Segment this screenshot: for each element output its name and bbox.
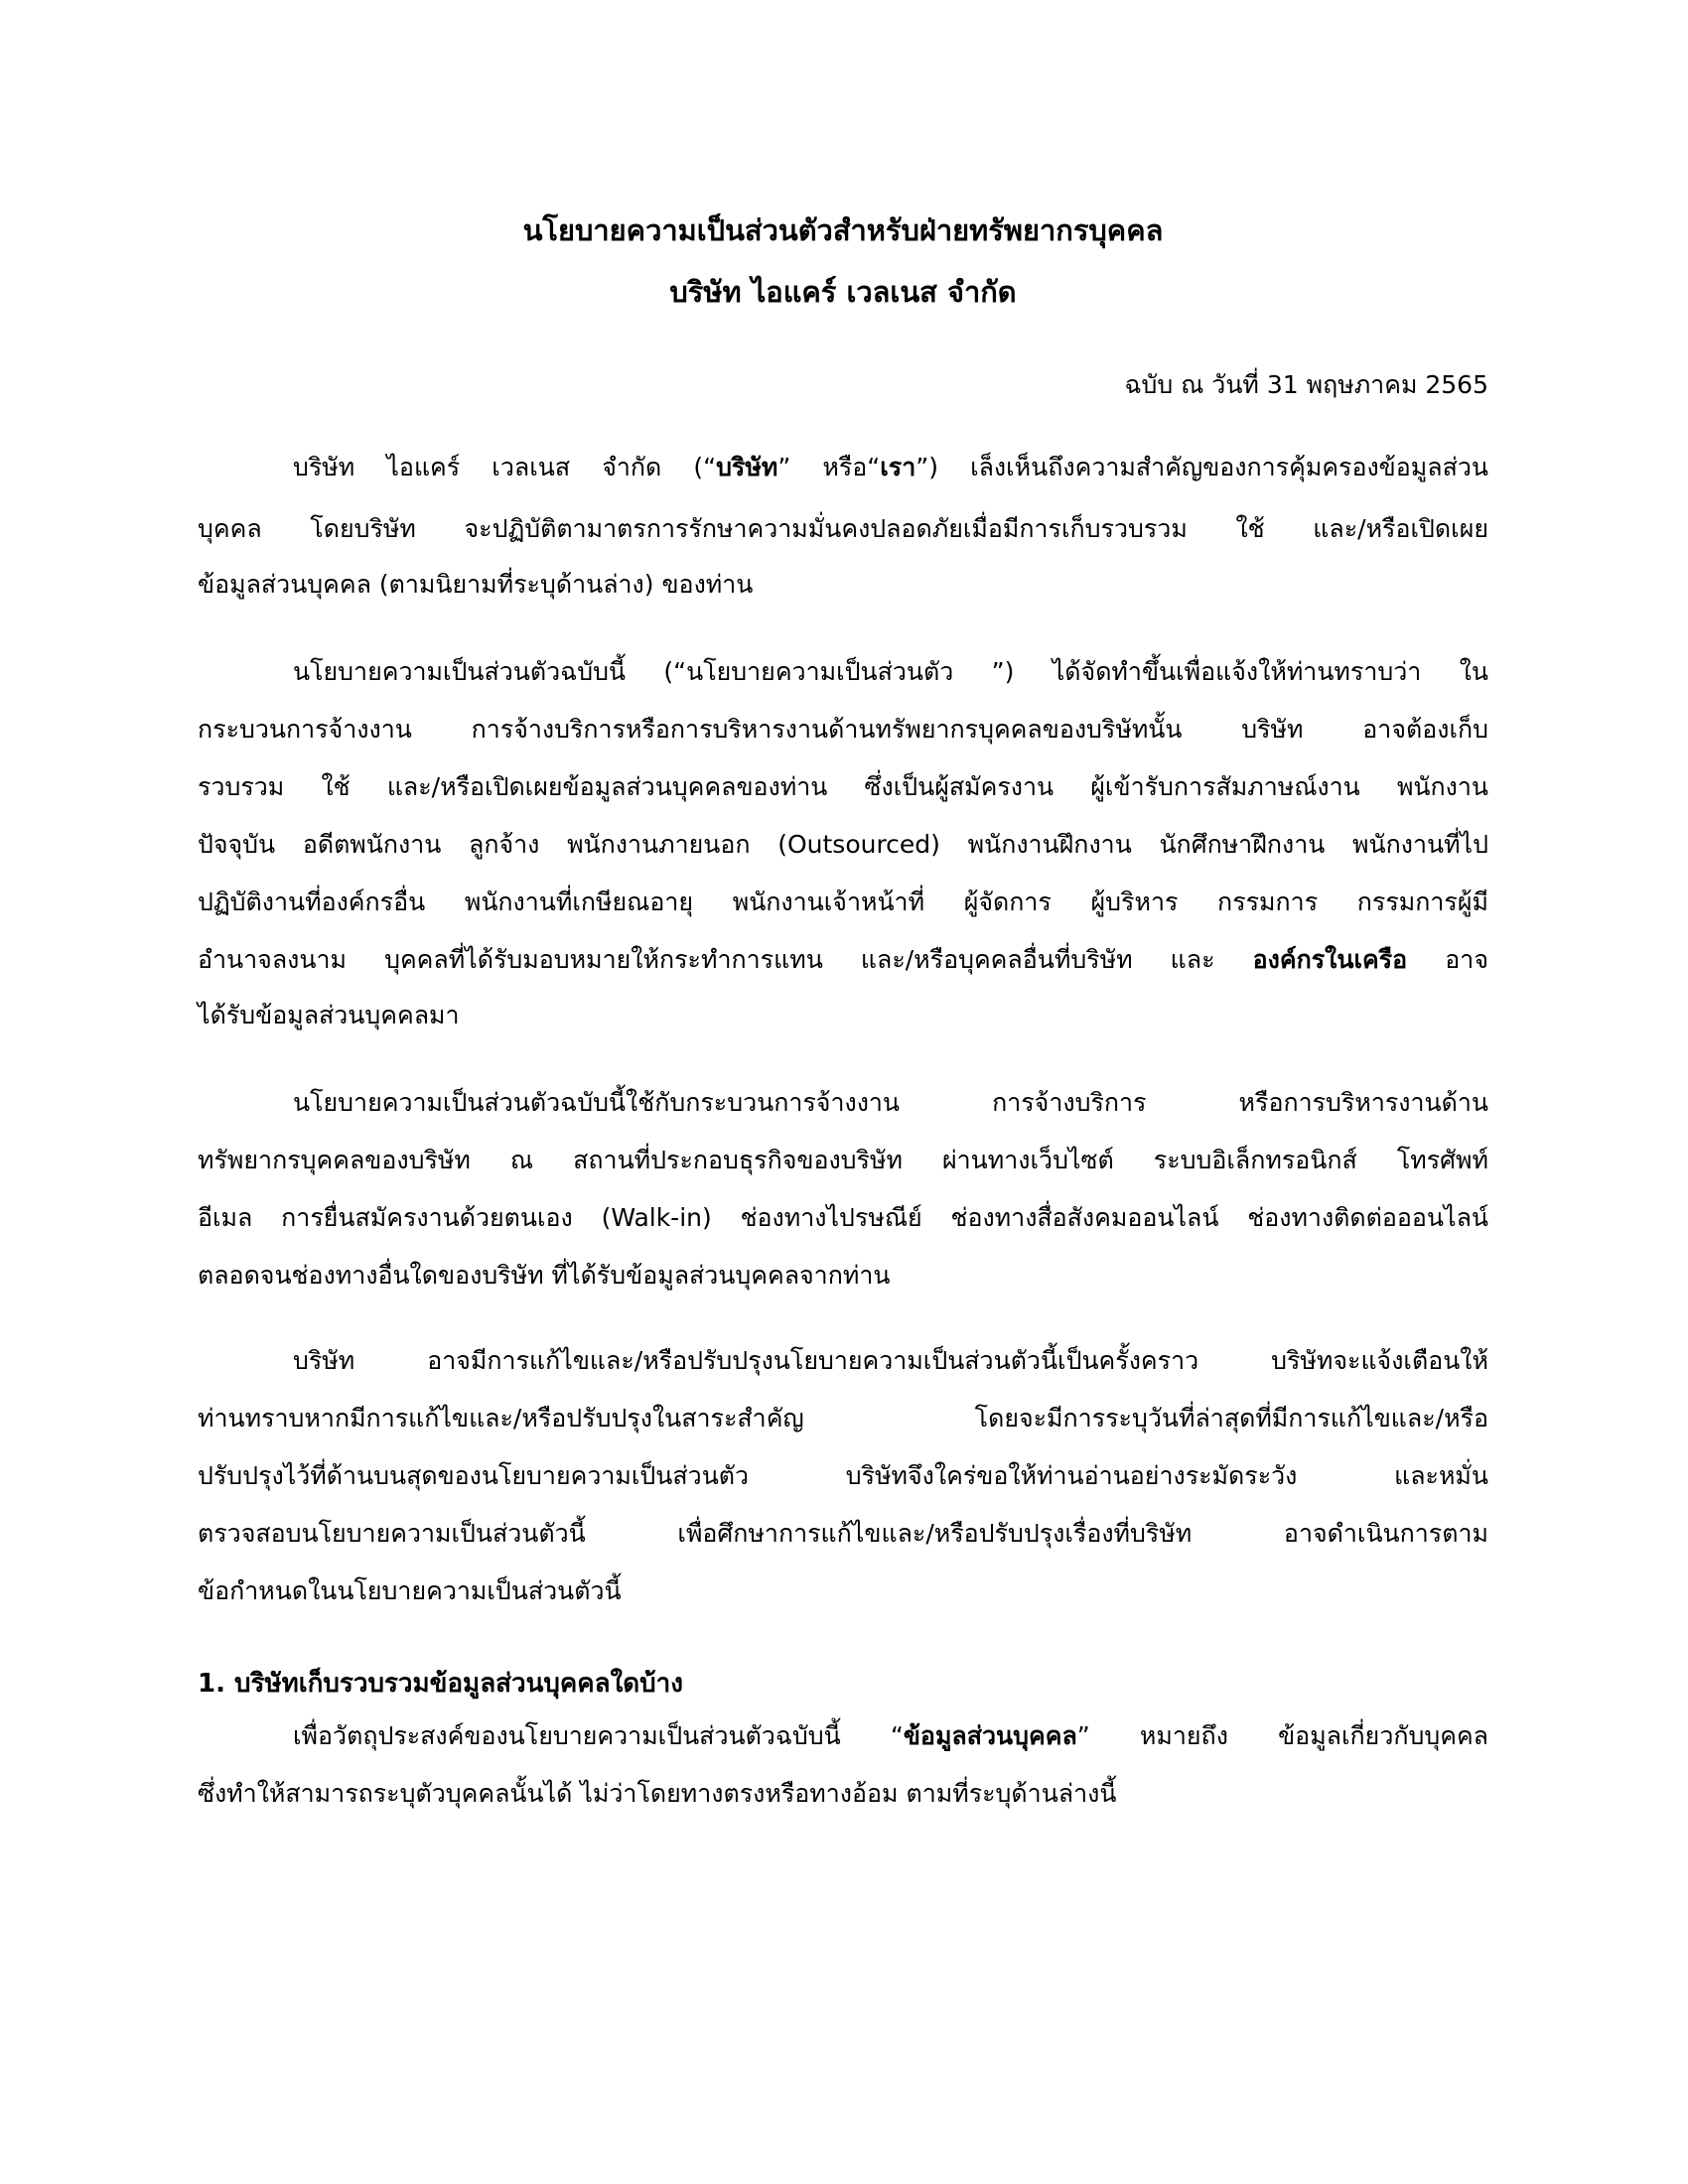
paragraph-4-line-1: บริษัท อาจมีการแก้ไขและ/หรือปรับปรุงนโยบายความเป็นส่วนตัวนี้เป็นครั้งคราว บริษัทจะแจ้งเตือนให้ bbox=[293, 1346, 1488, 1375]
text-span: ” หมายถึง ข้อมูลเกี่ยวกับบุคคล bbox=[1076, 1721, 1488, 1750]
paragraph-2-line-7: ได้รับข้อมูลส่วนบุคคลมา bbox=[198, 1001, 460, 1029]
paragraph-2-line-5: ปฏิบัติงานที่องค์กรอื่น พนักงานที่เกษียณอายุ พนักงานเจ้าหน้าที่ ผู้จัดการ ผู้บริหาร กรรมการ กรรมการผู้มี bbox=[198, 887, 1488, 916]
bold-term: ข้อมูลส่วนบุคคล bbox=[903, 1721, 1077, 1750]
paragraph-4-line-4: ตรวจสอบนโยบายความเป็นส่วนตัวนี้ เพื่อศึกษาการแก้ไขและ/หรือปรับปรุงเรื่องที่บริษัท อาจดำเนินการตาม bbox=[198, 1519, 1488, 1548]
paragraph-3-line-3: อีเมล การยื่นสมัครงานด้วยตนเอง (Walk-in) ช่องทางไปรษณีย์ ช่องทางสื่อสังคมออนไลน์ ช่องทางติดต่อออนไลน์ bbox=[198, 1203, 1488, 1232]
paragraph-2-line-3: รวบรวม ใช้ และ/หรือเปิดเผยข้อมูลส่วนบุคคลของท่าน ซึ่งเป็นผู้สมัครงาน ผู้เข้ารับการสัมภาษณ์งาน พนักงาน bbox=[198, 772, 1488, 801]
paragraph-3-line-2: ทรัพยากรบุคคลของบริษัท ณ สถานที่ประกอบธุรกิจของบริษัท ผ่านทางเว็บไซต์ ระบบอิเล็กทรอนิกส์ โทรศัพท์ bbox=[198, 1146, 1488, 1174]
paragraph-1-line-2: บุคคล โดยบริษัท จะปฏิบัติตามาตรการรักษาความมั่นคงปลอดภัยเมื่อมีการเก็บรวบรวม ใช้ และ/หรือเปิดเผย bbox=[198, 514, 1488, 543]
bold-term: บริษัท bbox=[716, 453, 778, 481]
paragraph-2-line-6 bbox=[198, 942, 1488, 978]
bold-term: เรา bbox=[880, 453, 916, 481]
section-1-heading: 1. บริษัทเก็บรวบรวมข้อมูลส่วนบุคคลใดบ้าง bbox=[198, 1669, 683, 1699]
document-page bbox=[198, 0, 1488, 2184]
bold-term: องค์กรในเครือ bbox=[1252, 945, 1408, 974]
paragraph-4-line-2: ท่านทราบหากมีการแก้ไขและ/หรือปรับปรุงในสาระสำคัญ โดยจะมีการระบุวันที่ล่าสุดที่มีการแก้ไขและ/หรือ bbox=[198, 1404, 1488, 1433]
paragraph-3-line-1: นโยบายความเป็นส่วนตัวฉบับนี้ใช้กับกระบวนการจ้างงาน การจ้างบริการ หรือการบริหารงานด้าน bbox=[293, 1088, 1488, 1117]
text-span: บริษัท ไอแคร์ เวลเนส จำกัด (“ bbox=[293, 453, 717, 481]
paragraph-2-line-2: กระบวนการจ้างงาน การจ้างบริการหรือการบริหารงานด้านทรัพยากรบุคคลของบริษัทนั้น บริษัท อาจต้องเก็บ bbox=[198, 715, 1488, 744]
text-span: อาจ bbox=[1407, 945, 1488, 974]
company-name-title: บริษัท ไอแคร์ เวลเนส จำกัด bbox=[669, 275, 1017, 309]
text-span: อำนาจลงนาม บุคคลที่ได้รับมอบหมายให้กระทำการแทน และ/หรือบุคคลอื่นที่บริษัท และ bbox=[198, 945, 1253, 974]
document-title: นโยบายความเป็นส่วนตัวสำหรับฝ่ายทรัพยากรบุคคล bbox=[522, 213, 1164, 247]
paragraph-1-line-3: ข้อมูลส่วนบุคคล (ตามนิยามที่ระบุด้านล่าง) ของท่าน bbox=[198, 570, 754, 599]
paragraph-2-line-1: นโยบายความเป็นส่วนตัวฉบับนี้ (“นโยบายความเป็นส่วนตัว ”) ได้จัดทำขึ้นเพื่อแจ้งให้ท่านทราบว่า ใน bbox=[293, 657, 1488, 686]
version-date: ฉบับ ณ วันที่ 31 พฤษภาคม 2565 bbox=[1124, 370, 1488, 399]
section-1-line-1 bbox=[293, 1718, 1488, 1754]
text-span: เพื่อวัตถุประสงค์ของนโยบายความเป็นส่วนตัวฉบับนี้ “ bbox=[293, 1721, 904, 1750]
paragraph-4-line-5: ข้อกำหนดในนโยบายความเป็นส่วนตัวนี้ bbox=[198, 1576, 622, 1605]
paragraph-1-line-1 bbox=[293, 450, 1488, 485]
paragraph-3-line-4: ตลอดจนช่องทางอื่นใดของบริษัท ที่ได้รับข้อมูลส่วนบุคคลจากท่าน bbox=[198, 1261, 891, 1290]
text-span: ”) เล็งเห็นถึงความสำคัญของการคุ้มครองข้อมูลส่วน bbox=[915, 453, 1488, 481]
text-span: ” หรือ“ bbox=[777, 453, 881, 481]
paragraph-2-line-4: ปัจจุบัน อดีตพนักงาน ลูกจ้าง พนักงานภายนอก (Outsourced) พนักงานฝึกงาน นักศึกษาฝึกงาน พนักงานที่ไป bbox=[198, 830, 1488, 859]
section-1-line-2: ซึ่งทำให้สามารถระบุตัวบุคคลนั้นได้ ไม่ว่าโดยทางตรงหรือทางอ้อม ตามที่ระบุด้านล่างนี้ bbox=[198, 1779, 1117, 1808]
paragraph-4-line-3: ปรับปรุงไว้ที่ด้านบนสุดของนโยบายความเป็นส่วนตัว บริษัทจึงใคร่ขอให้ท่านอ่านอย่างระมัดระวัง และหมั่น bbox=[198, 1461, 1488, 1490]
